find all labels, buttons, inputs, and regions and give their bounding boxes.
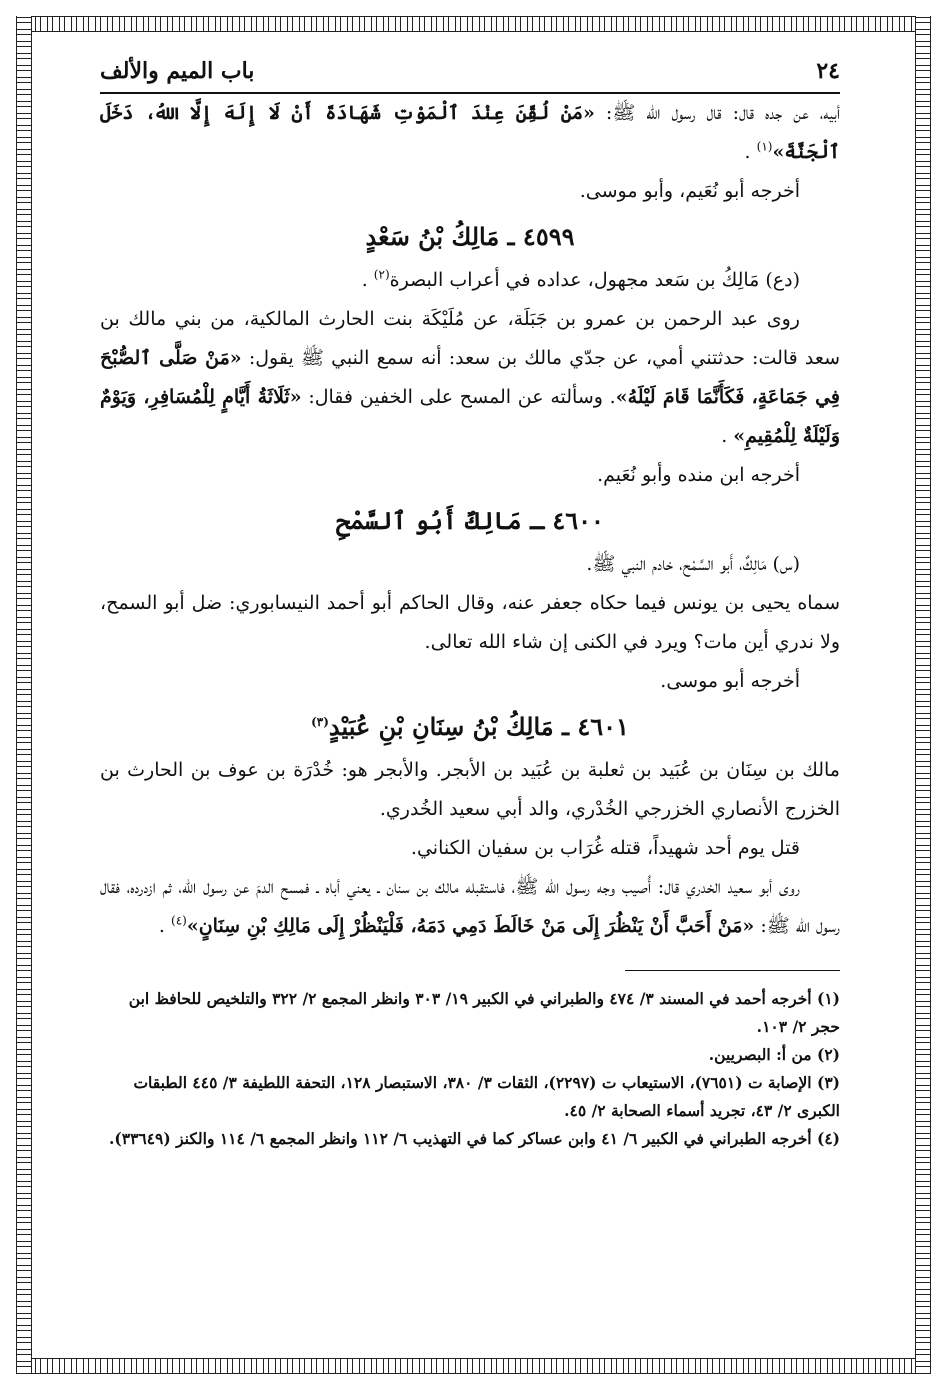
main-text [100, 94, 840, 946]
paragraph: أبيه، عن جده قال: قال رسول الله ﷺ: «مَنْ لُقِّنَ عِنْدَ ٱلْمَوْتِ شَهَادَةَ أَنْ لَا إِلَهَ إِلَّا اللهُ، دَخَلَ ٱلْجَنَّةَ»$^{(١)}$ . [100, 102, 841, 163]
section-title: باب الميم والألف [100, 58, 255, 84]
paragraph: روى عبد الرحمن بن عمرو بن جَبَلَة، عن مُلَيْكَة بنت الحارث المالكية، من بني مالك بن سعد قالت: حدثتني أمي، عن جدّي مالك بن سعد: أنه سمع النبي ﷺ يقول: «مَنْ صَلَّى ٱلصُّبْحَ فِي جَمَاعَةٍ، فَكَأَنَّمَا قَامَ لَيْلَهُ». وسألته عن المسح على الخفين فقال: «ثَلَاثَةُ أَيَّامٍ لِلْمُسَافِرِ، وَيَوْمٌ وَلَيْلَةٌ لِلْمُقِيمِ» . [100, 308, 840, 447]
paragraph: أخرجه ابن منده وأبو نُعَيم. [597, 464, 800, 486]
hadith-quote: «ثَلَاثَةُ أَيَّامٍ لِلْمُسَافِرِ، وَيَوْمٌ وَلَيْلَةٌ لِلْمُقِيمِ» [100, 386, 840, 447]
paragraph: مالك بن سِنَان بن عُبَيد بن ثعلبة بن عُبَيد بن الأبجر. والأبجر هو: خُدْرَة بن عوف بن الحارث بن الخزرج الأنصاري الخزرجي الخُدْري، والد أبي سعيد الخُدري. [100, 759, 840, 820]
hadith-quote: «مَنْ لُقِّنَ عِنْدَ ٱلْمَوْتِ شَهَادَةَ أَنْ لَا إِلَهَ إِلَّا اللهُ، دَخَلَ ٱلْجَنَّةَ» [100, 102, 840, 163]
footnote-divider [625, 970, 840, 971]
entry-title-4600: ٤٦٠٠ ـ مَالِكٌ أَبُو ٱلسَّمْحِ [336, 506, 604, 535]
paragraph: قتل يوم أحد شهيداً، قتله غُرَاب بن سفيان الكناني. [410, 837, 800, 859]
footnote: (٣) الإصابة ت (٧٦٥١)، الاستيعاب ت (٢٢٩٧)، الثقات ٣/ ٣٨٠، الاستبصار ١٢٨، التحفة اللطيفة ٣/ ٤٤٥ الطبقات الكبرى ٢/ ٤٣، تجريد أسماء الصحابة ٢/ ٤٥. [133, 1073, 840, 1120]
footnote: (٢) من أ: البصريين. [708, 1045, 840, 1064]
footnote-ref: (٢) [373, 267, 390, 282]
ornamental-border-left [16, 16, 32, 1374]
entry-title-4599: ٤٥٩٩ ـ مَالِكُ بْنُ سَعْدٍ [365, 222, 575, 251]
book-page [100, 58, 840, 1153]
ornamental-border-top [16, 16, 931, 32]
footnote: (١) أخرجه أحمد في المسند ٣/ ٤٧٤ والطبراني في الكبير ١٩/ ٣٠٣ وانظر المجمع ٢/ ٣٢٢ والتلخيص للحافظ ابن حجر ٢/ ١٠٣. [128, 989, 840, 1036]
paragraph: أخرجه أبو موسى. [660, 670, 800, 692]
paragraph: (دع) مَالِكُ بن سَعد مجهول، عداده في أعراب البصرة$^{(٢)}$ . [361, 267, 800, 291]
paragraph: سماه يحيى بن يونس فيما حكاه جعفر عنه، وقال الحاكم أبو أحمد النيسابوري: ضل أبو السمح، ولا ندري أين مات؟ ويرد في الكنى إن شاء الله تعالى. [100, 592, 840, 653]
ornamental-border-right [915, 16, 931, 1374]
hadith-quote: «مَنْ أَحَبَّ أَنْ يَنْظُرَ إِلَى مَنْ خَالَطَ دَمِي دَمَهُ، فَلْيَنْظُرْ إِلَى مَالِكِ بْنِ سِنَانٍ» [186, 915, 755, 937]
paragraph: أخرجه أبو نُعَيم، وأبو موسى. [579, 180, 800, 202]
footnote-ref: (١) [756, 139, 773, 154]
footnotes [100, 985, 840, 1153]
running-header [100, 58, 840, 94]
footnote: (٤) أخرجه الطبراني في الكبير ٦/ ٤١ وابن عساكر كما في التهذيب ٦/ ١١٢ وانظر المجمع ٦/ ١١٤ والكنز (٣٣٦٤٩). [109, 1129, 840, 1148]
paragraph: (س) مَالِكٌ، أَبو السَّمْح، خادم النبي ﷺ. [586, 553, 800, 575]
footnote-ref: (٣) [311, 715, 329, 729]
footnote-ref: (٤) [171, 913, 187, 928]
page-number: ٢٤ [816, 58, 840, 84]
entry-title-4601: ٤٦٠١ ـ مَالِكُ بْنُ سِنَانِ بْنِ عُبَيْدٍ$^{(٣)}$ [311, 712, 629, 741]
ornamental-border-bottom [16, 1358, 931, 1374]
paragraph: روى أبو سعيد الخدري قال: أُصيب وجه رسول الله ﷺ، فاستقبله مالك بن سنان ـ يعني أباه ـ فمسح الدمَ عن رسول الله، ثم ازدرده، فقال رسول الله ﷺ: «مَنْ أَحَبَّ أَنْ يَنْظُرَ إِلَى مَنْ خَالَطَ دَمِي دَمَهُ، فَلْيَنْظُرْ إِلَى مَالِكِ بْنِ سِنَانٍ»$^{(٤)}$ . [100, 876, 840, 937]
hadith-quote: «مَنْ صَلَّى ٱلصُّبْحَ فِي جَمَاعَةٍ، فَكَأَنَّمَا قَامَ لَيْلَهُ» [100, 347, 840, 408]
